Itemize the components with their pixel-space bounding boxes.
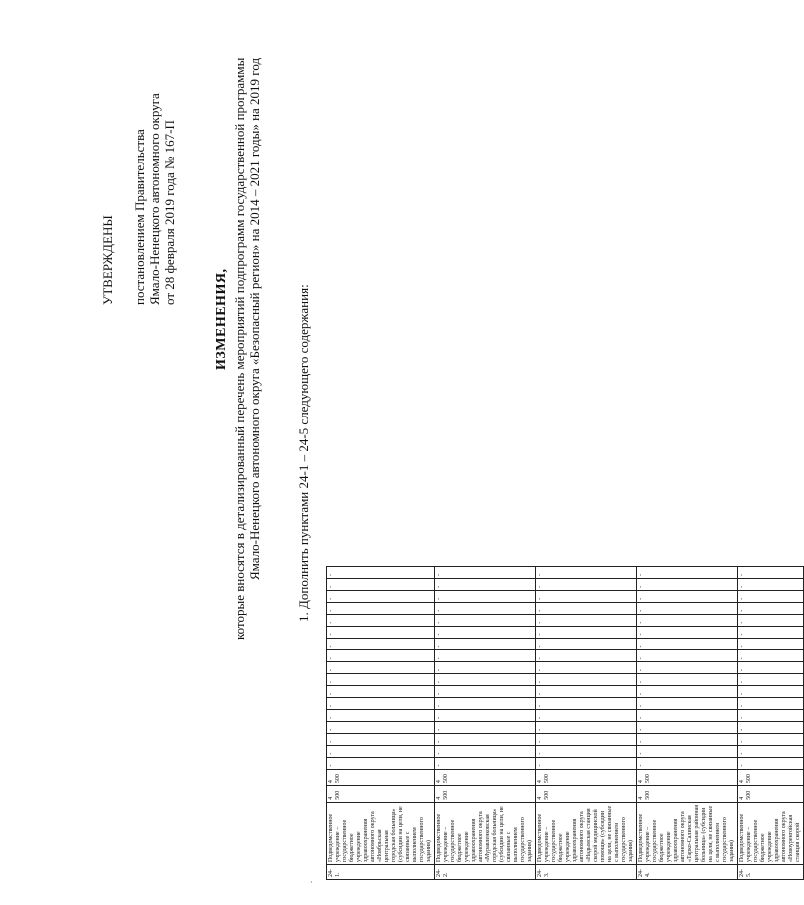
row-empty-cell: - xyxy=(637,626,738,638)
row-empty-cell: - xyxy=(738,567,804,579)
row-empty-cell: - xyxy=(536,626,637,638)
subtitle-line-2: Ямало-Ненецкого автономного округа «Безопасный регион» на 2014 – 2021 годы» на 2019 год xyxy=(247,57,262,580)
row-empty-cell: - xyxy=(327,709,435,721)
row-empty-cell: - xyxy=(637,590,738,602)
row-name: Подведомственное учреждение – государственное бюджетное учреждение здравоохранения автономного округа «Ноябрьская центральная городская больница» (субсидии на цели, не связанные с выполнением государственного задания) xyxy=(327,802,435,864)
row-empty-cell: - xyxy=(738,614,804,626)
row-empty-cell: - xyxy=(738,757,804,769)
document-title: ИЗМЕНЕНИЯ, xyxy=(214,268,229,370)
row-empty-cell: - xyxy=(536,614,637,626)
row-empty-cell: - xyxy=(435,614,536,626)
row-empty-cell: - xyxy=(536,567,637,579)
row-empty-cell: - xyxy=(738,590,804,602)
row-empty-cell: - xyxy=(738,745,804,757)
row-number: 24-5. xyxy=(738,865,804,880)
row-empty-cell: - xyxy=(327,650,435,662)
row-empty-cell: - xyxy=(738,698,804,710)
row-empty-cell: - xyxy=(435,590,536,602)
row-value-total: 4 500 xyxy=(327,786,435,803)
row-empty-cell: - xyxy=(327,686,435,698)
approval-details xyxy=(132,93,177,305)
row-empty-cell: - xyxy=(738,626,804,638)
row-empty-cell: - xyxy=(738,733,804,745)
row-name: Подведомственное учреждение – государственное бюджетное учреждение здравоохранения автономного округа «Надымская станция скорой медицинской помощи» (субсидии на цели, не связанные с выполнением государственного задания) xyxy=(536,802,637,864)
row-empty-cell: - xyxy=(536,698,637,710)
approval-title: УТВЕРЖДЕНЫ xyxy=(100,215,115,305)
row-empty-cell: - xyxy=(435,686,536,698)
row-empty-cell: - xyxy=(327,721,435,733)
row-empty-cell: - xyxy=(435,745,536,757)
row-empty-cell: - xyxy=(738,638,804,650)
table-row xyxy=(435,567,536,880)
row-empty-cell: - xyxy=(738,662,804,674)
row-empty-cell: - xyxy=(327,662,435,674)
row-empty-cell: - xyxy=(637,733,738,745)
table-row xyxy=(637,567,738,880)
row-empty-cell: - xyxy=(435,638,536,650)
row-value-2019: 4 500 xyxy=(435,769,536,786)
amendment-paragraph: 1. Дополнить пунктами 24-1 – 24-5 следующего содержания: xyxy=(296,284,311,622)
row-empty-cell: - xyxy=(327,614,435,626)
row-value-total: 4 500 xyxy=(435,786,536,803)
row-value-2019: 4 500 xyxy=(738,769,804,786)
row-empty-cell: - xyxy=(435,662,536,674)
row-empty-cell: - xyxy=(435,757,536,769)
approval-line-3: от 28 февраля 2019 года № 167-П xyxy=(162,120,177,305)
row-empty-cell: - xyxy=(536,650,637,662)
row-empty-cell: - xyxy=(327,674,435,686)
row-empty-cell: - xyxy=(435,709,536,721)
row-empty-cell: - xyxy=(327,590,435,602)
row-empty-cell: - xyxy=(738,721,804,733)
row-empty-cell: - xyxy=(637,757,738,769)
row-empty-cell: - xyxy=(637,638,738,650)
row-empty-cell: - xyxy=(536,579,637,591)
row-name: Подведомственное учреждение – государственное бюджетное учреждение здравоохранения автономного округа «Тарко-Салинская центральная районная больница» (субсидии на цели, не связанные с выполнением государственного задания) xyxy=(637,802,738,864)
row-empty-cell: - xyxy=(327,579,435,591)
row-empty-cell: - xyxy=(435,650,536,662)
row-empty-cell: - xyxy=(327,733,435,745)
row-empty-cell: - xyxy=(637,567,738,579)
row-value-2019: 4 500 xyxy=(327,769,435,786)
row-empty-cell: - xyxy=(536,745,637,757)
row-empty-cell: - xyxy=(327,745,435,757)
row-empty-cell: - xyxy=(637,650,738,662)
row-value-2019: 4 500 xyxy=(536,769,637,786)
row-empty-cell: - xyxy=(738,709,804,721)
row-empty-cell: - xyxy=(637,686,738,698)
row-number: 24-2. xyxy=(435,865,536,880)
row-empty-cell: - xyxy=(327,757,435,769)
row-empty-cell: - xyxy=(327,638,435,650)
row-empty-cell: - xyxy=(435,579,536,591)
row-empty-cell: - xyxy=(637,721,738,733)
row-empty-cell: - xyxy=(738,579,804,591)
row-empty-cell: - xyxy=(738,686,804,698)
row-empty-cell: - xyxy=(327,698,435,710)
approval-line-2: Ямало-Ненецкого автономного округа xyxy=(147,93,162,305)
row-empty-cell: - xyxy=(536,686,637,698)
row-empty-cell: - xyxy=(637,614,738,626)
row-value-total: 4 500 xyxy=(536,786,637,803)
row-empty-cell: - xyxy=(738,674,804,686)
row-name: Подведомственное учреждение – государственное бюджетное учреждение здравоохранения автономного округа «Новоуренгойская станция скорой xyxy=(738,802,804,864)
amendments-table xyxy=(326,566,804,880)
row-empty-cell: - xyxy=(536,662,637,674)
row-empty-cell: - xyxy=(637,709,738,721)
document-subtitle xyxy=(232,58,262,640)
row-empty-cell: - xyxy=(435,733,536,745)
row-empty-cell: - xyxy=(536,638,637,650)
table-row xyxy=(536,567,637,880)
row-empty-cell: - xyxy=(327,602,435,614)
row-value-total: 4 500 xyxy=(738,786,804,803)
row-empty-cell: - xyxy=(637,698,738,710)
row-empty-cell: - xyxy=(435,721,536,733)
row-empty-cell: - xyxy=(637,602,738,614)
row-empty-cell: - xyxy=(536,709,637,721)
row-empty-cell: - xyxy=(435,567,536,579)
table-row xyxy=(738,567,804,880)
subtitle-line-1: которые вносятся в детализированный перечень мероприятий подпрограмм государственной программы xyxy=(232,57,247,640)
row-empty-cell: - xyxy=(536,757,637,769)
row-empty-cell: - xyxy=(327,567,435,579)
row-empty-cell: - xyxy=(435,674,536,686)
row-empty-cell: - xyxy=(435,602,536,614)
row-number: 24-3. xyxy=(536,865,637,880)
row-empty-cell: - xyxy=(435,626,536,638)
table-row xyxy=(327,567,435,880)
row-number: 24-1. xyxy=(327,865,435,880)
approval-line-1: постановлением Правительства xyxy=(132,129,147,305)
approval-block xyxy=(100,215,115,305)
row-empty-cell: - xyxy=(327,626,435,638)
row-name: Подведомственное учреждение – государственное бюджетное учреждение здравоохранения автономного округа «Муравленковская городская больница» (субсидии на цели, не связанные с выполнением государственного задания) xyxy=(435,802,536,864)
row-empty-cell: - xyxy=(637,662,738,674)
row-empty-cell: - xyxy=(637,674,738,686)
row-empty-cell: - xyxy=(536,721,637,733)
row-empty-cell: - xyxy=(738,650,804,662)
row-empty-cell: - xyxy=(536,602,637,614)
row-empty-cell: - xyxy=(536,674,637,686)
row-empty-cell: - xyxy=(435,698,536,710)
row-value-2019: 4 500 xyxy=(637,769,738,786)
row-number: 24-4. xyxy=(637,865,738,880)
row-empty-cell: - xyxy=(637,745,738,757)
row-value-total: 4 500 xyxy=(637,786,738,803)
page-mark: · xyxy=(310,878,313,887)
row-empty-cell: - xyxy=(536,590,637,602)
row-empty-cell: - xyxy=(738,602,804,614)
row-empty-cell: - xyxy=(637,579,738,591)
row-empty-cell: - xyxy=(536,733,637,745)
